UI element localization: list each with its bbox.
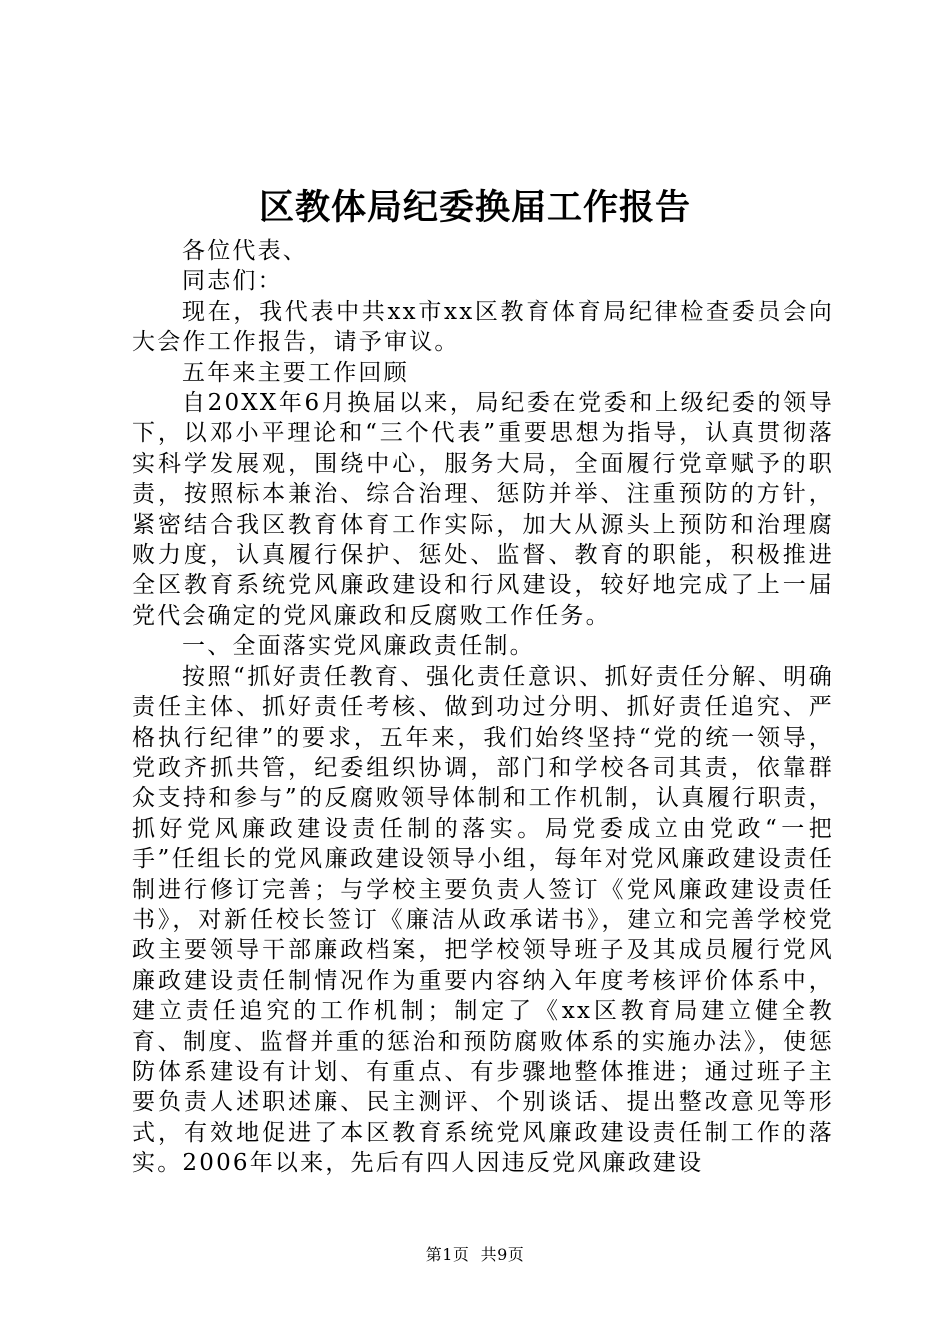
subsection-heading-1: 一、全面落实党风廉政责任制。 xyxy=(182,633,535,660)
document-title: 区教体局纪委换届工作报告 xyxy=(258,187,691,228)
section-heading-review: 五年来主要工作回顾 xyxy=(182,359,409,386)
page-number: 第1页 共9页 xyxy=(425,1245,525,1264)
document-body xyxy=(132,236,834,1179)
page-footer xyxy=(0,1245,950,1265)
review-paragraph: 自20XX年6月换届以来，局纪委在党委和上级纪委的领导下，以邓小平理论和“三个代表”重要思想为指导，认真贯彻落实科学发展观，围绕中心，服务大局，全面履行党章赋予的职责，按照标本兼治、综合治理、惩防并举、注重预防的方针，紧密结合我区教育体育工作实际，加大从源头上预防和治理腐败力度，认真履行保护、惩处、监督、教育的职能，积极推进全区教育系统党风廉政建设和行风建设，较好地完成了上一届党代会确定的党风廉政和反腐败工作任务。 xyxy=(132,390,834,629)
salutation-line-2: 同志们： xyxy=(182,268,283,295)
salutation-line-1: 各位代表、 xyxy=(182,238,308,264)
responsibility-paragraph: 按照“抓好责任教育、强化责任意识、抓好责任分解、明确责任主体、抓好责任考核、做到功过分明、抓好责任追究、严格执行纪律”的要求，五年来，我们始终坚持“党的统一领导，党政齐抓共管，纪委组织协调，部门和学校各司其责，依靠群众支持和参与”的反腐败领导体制和工作机制，认真履行职责，抓好党风廉政建设责任制的落实。局党委成立由党政“一把手”任组长的党风廉政建设领导小组，每年对党风廉政建设责任制进行修订完善；与学校主要负责人签订《党风廉政建设责任书》，对新任校长签订《廉洁从政承诺书》，建立和完善学校党政主要领导干部廉政档案，把学校领导班子及其成员履行党风廉政建设责任制情况作为重要内容纳入年度考核评价体系中，建立责任追究的工作机制；制定了《xx区教育局建立健全教育、制度、监督并重的惩治和预防腐败体系的实施办法》，使惩防体系建设有计划、有重点、有步骤地整体推进；通过班子主要负责人述职述廉、民主测评、个别谈话、提出整改意见等形式，有效地促进了本区教育系统党风廉政建设责任制工作的落实。2006年以来，先后有四人因违反党风廉政建设 xyxy=(132,663,834,1177)
opening-paragraph: 现在，我代表中共xx市xx区教育体育局纪律检查委员会向大会作工作报告，请予审议。 xyxy=(132,298,834,356)
